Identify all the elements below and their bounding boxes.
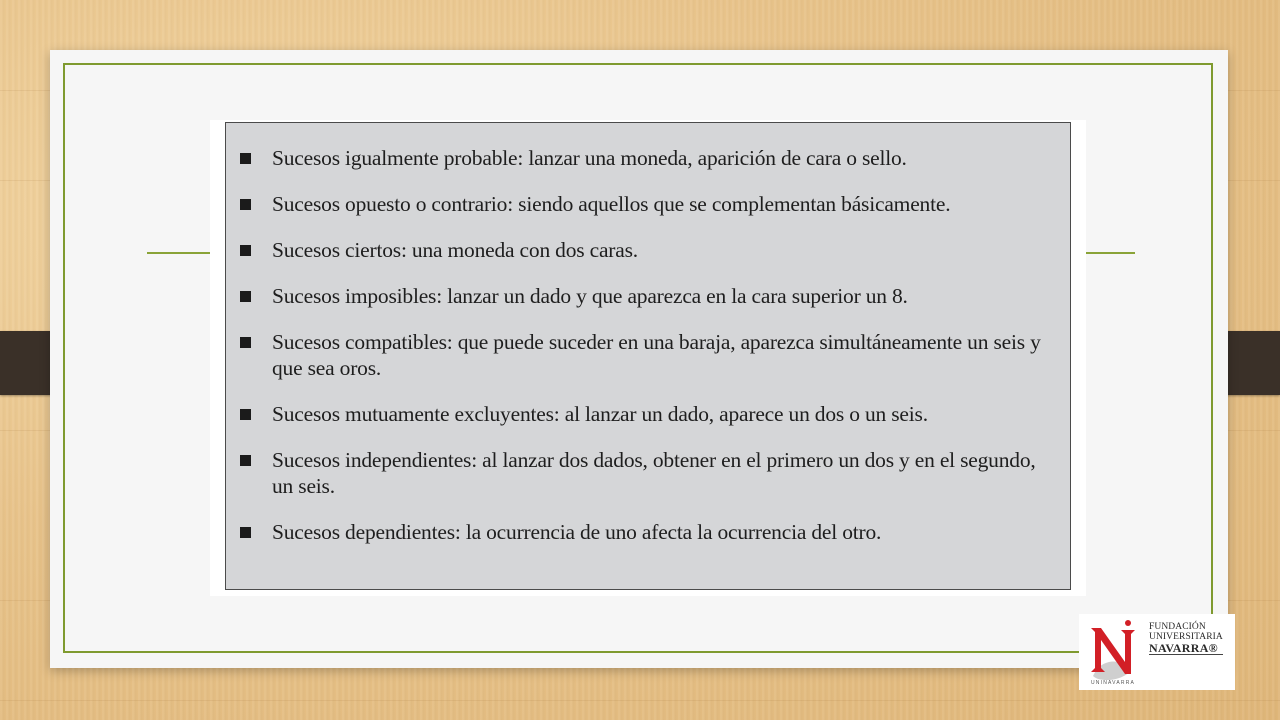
logo-line-3: NAVARRA® (1149, 643, 1223, 655)
list-item (240, 145, 1044, 171)
list-item (240, 401, 1044, 427)
accent-line-right (1086, 252, 1135, 254)
list-item-text: Sucesos igualmente probable: lanzar una moneda, aparición de cara o sello. (272, 146, 907, 170)
logo-subtext: UNINAVARRA (1091, 680, 1136, 686)
list-item (240, 237, 1044, 263)
square-bullet-icon (240, 527, 251, 538)
content-image (210, 120, 1086, 596)
list-item-text: Sucesos imposibles: lanzar un dado y que aparezca en la cara superior un 8. (272, 284, 908, 308)
content-box (225, 122, 1071, 590)
list-item-text: Sucesos mutuamente excluyentes: al lanzar un dado, aparece un dos o un seis. (272, 402, 928, 426)
navarra-n-logo-icon (1087, 618, 1147, 684)
university-logo (1079, 614, 1235, 690)
logo-line-1: FUNDACIÓN (1149, 622, 1206, 632)
logo-wordmark (1149, 622, 1223, 655)
square-bullet-icon (240, 199, 251, 210)
list-item-text: Sucesos independientes: al lanzar dos dados, obtener en el primero un dos y en el segundo, un seis. (272, 448, 1036, 498)
square-bullet-icon (240, 455, 251, 466)
list-item-text: Sucesos ciertos: una moneda con dos caras. (272, 238, 638, 262)
logo-line-2: UNIVERSITARIA (1149, 632, 1223, 642)
list-item-text: Sucesos dependientes: la ocurrencia de uno afecta la ocurrencia del otro. (272, 520, 882, 544)
square-bullet-icon (240, 153, 251, 164)
slide (50, 50, 1228, 668)
bullet-list (226, 123, 1070, 545)
list-item-text: Sucesos compatibles: que puede suceder en una baraja, aparezca simultáneamente un seis y que sea oros. (272, 330, 1041, 380)
square-bullet-icon (240, 337, 251, 348)
square-bullet-icon (240, 291, 251, 302)
square-bullet-icon (240, 409, 251, 420)
list-item (240, 191, 1044, 217)
list-item (240, 447, 1044, 499)
accent-line-left (147, 252, 211, 254)
list-item (240, 329, 1044, 381)
list-item (240, 283, 1044, 309)
list-item-text: Sucesos opuesto o contrario: siendo aquellos que se complementan básicamente. (272, 192, 951, 216)
list-item (240, 519, 1044, 545)
square-bullet-icon (240, 245, 251, 256)
